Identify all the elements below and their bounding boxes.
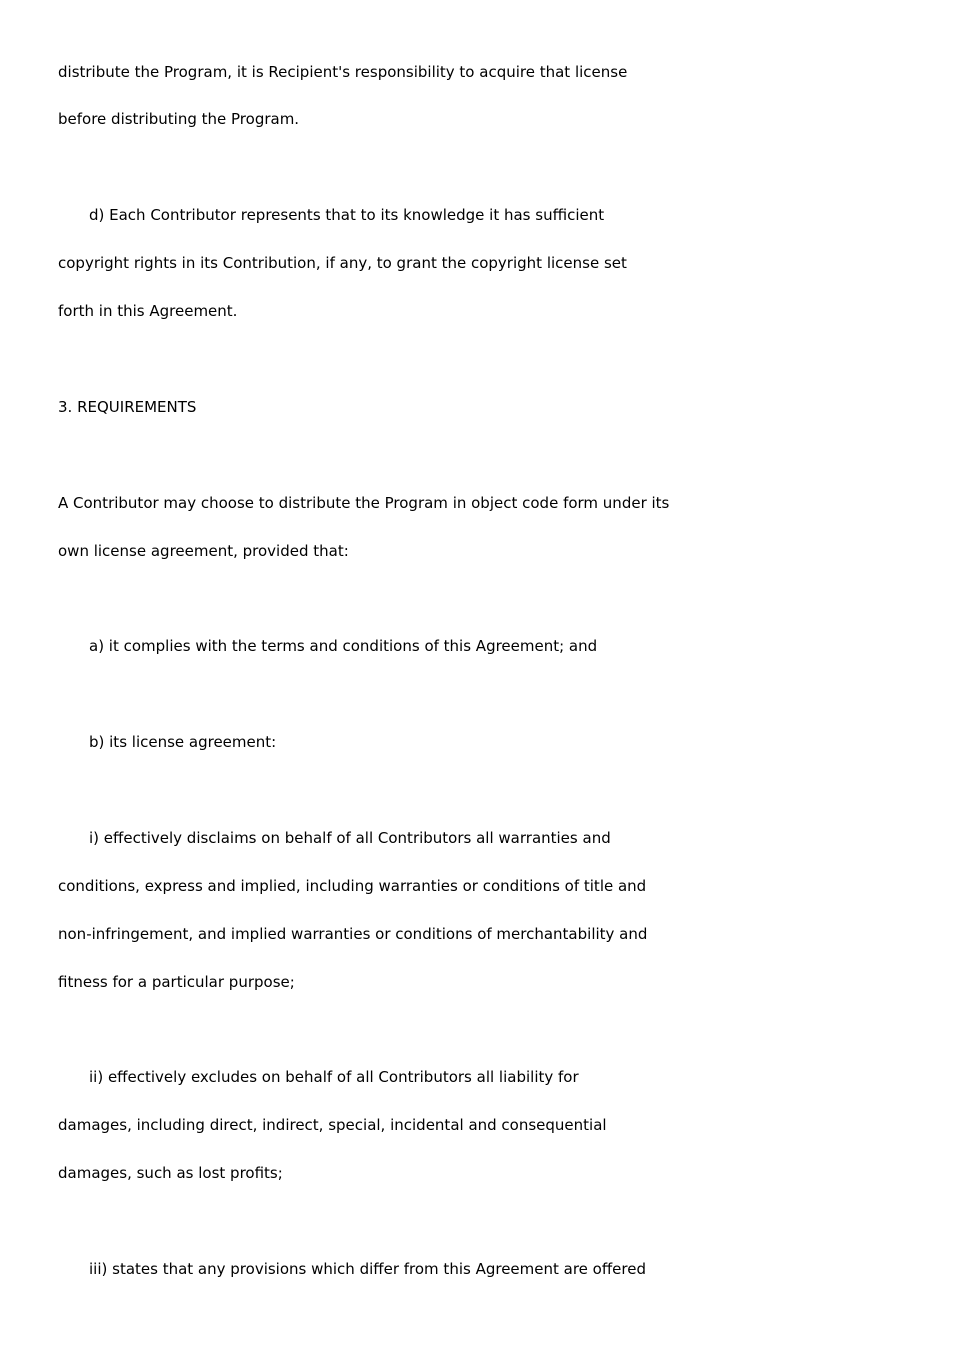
text-line: b) its license agreement: bbox=[89, 733, 277, 751]
text-line: forth in this Agreement. bbox=[58, 302, 238, 320]
text-line: own license agreement, provided that: bbox=[58, 542, 349, 560]
text-line: a) it complies with the terms and conditions of this Agreement; and bbox=[89, 637, 598, 655]
text-line: iii) states that any provisions which differ from this Agreement are offered bbox=[89, 1260, 646, 1278]
text-line: non-infringement, and implied warranties or conditions of merchantability and bbox=[58, 925, 648, 943]
text-line: A Contributor may choose to distribute the Program in object code form under its bbox=[58, 494, 670, 512]
text-line: before distributing the Program. bbox=[58, 110, 300, 128]
text-line: ii) effectively excludes on behalf of all Contributors all liability for bbox=[89, 1068, 579, 1086]
text-line: damages, such as lost profits; bbox=[58, 1164, 283, 1182]
section-heading: 3. REQUIREMENTS bbox=[58, 398, 197, 416]
text-line: damages, including direct, indirect, special, incidental and consequential bbox=[58, 1116, 607, 1134]
text-line: d) Each Contributor represents that to its knowledge it has sufficient bbox=[89, 206, 605, 224]
text-line: copyright rights in its Contribution, if any, to grant the copyright license set bbox=[58, 254, 627, 272]
text-line: i) effectively disclaims on behalf of all Contributors all warranties and bbox=[89, 829, 611, 847]
text-line: conditions, express and implied, including warranties or conditions of title and bbox=[58, 877, 647, 895]
text-line: fitness for a particular purpose; bbox=[58, 973, 295, 991]
text-line: distribute the Program, it is Recipient's responsibility to acquire that license bbox=[58, 63, 628, 81]
